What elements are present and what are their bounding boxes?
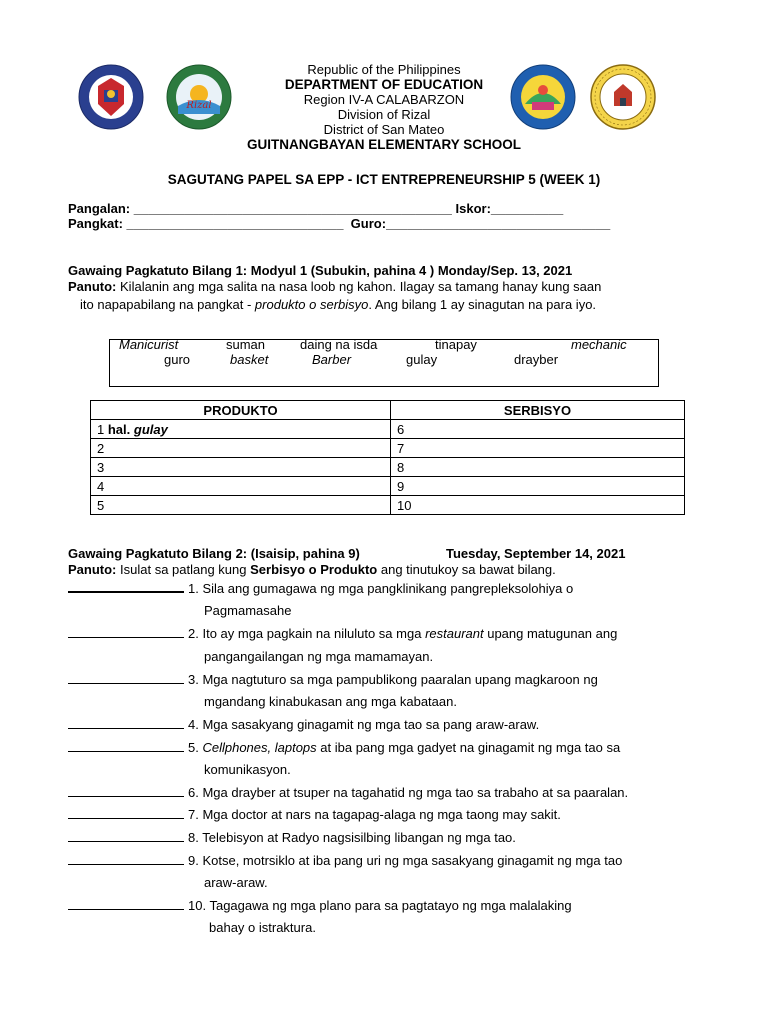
question-continuation: bahay o istraktura. [209, 920, 316, 935]
word-item: gulay [406, 352, 438, 367]
answer-blank[interactable] [68, 715, 184, 729]
produkto-cell[interactable]: 3 [91, 458, 391, 477]
word-box [109, 339, 659, 387]
activity2-panuto [68, 562, 556, 577]
answer-blank[interactable] [68, 828, 184, 842]
panuto-text: ito napapabilang na pangkat - [80, 297, 255, 312]
iskor-label: Iskor: [455, 201, 491, 216]
word-item: suman [226, 337, 266, 352]
question-item: 6. Mga drayber at tsuper na tagahatid ng mga tao sa trabaho at sa paaralan. [68, 781, 628, 804]
pangalan-label: Pangalan: [68, 201, 131, 216]
school-name: GUITNANGBAYAN ELEMENTARY SCHOOL [246, 137, 522, 152]
answer-blank[interactable] [68, 783, 184, 797]
panuto-emphasis: Serbisyo o Produkto [250, 562, 378, 577]
sheet-title: SAGUTANG PAPEL SA EPP - ICT ENTREPRENEURSHIP 5 (WEEK 1) [167, 172, 601, 187]
guro-label: Guro: [350, 216, 387, 231]
pangkat-row[interactable] [68, 216, 610, 231]
word-item: mechanic [571, 337, 627, 352]
activity2-date: Tuesday, September 14, 2021 [446, 546, 626, 561]
region-line: Region IV-A CALABARZON [303, 92, 465, 107]
table-row [91, 439, 685, 458]
panuto-emphasis: produkto o serbisyo [254, 297, 369, 312]
division-line: Division of Rizal [337, 107, 431, 122]
word-item: daing na isda [300, 337, 378, 352]
deped-seal-logo [78, 64, 144, 130]
activity1-title: Gawaing Pagkatuto Bilang 1: Modyul 1 (Subukin, pahina 4 ) Monday/Sep. 13, 2021 [68, 263, 573, 278]
school-seal-logo [590, 64, 656, 130]
answer-blank[interactable] [68, 851, 184, 865]
answer-blank[interactable] [68, 738, 184, 752]
question-item: 9. Kotse, motrsiklo at iba pang uri ng mga sasakyang ginagamit ng mga tao [68, 849, 622, 872]
pangalan-row[interactable] [68, 201, 563, 216]
activity2-title: Gawaing Pagkatuto Bilang 2: (Isaisip, pahina 9) [68, 546, 360, 561]
word-item: Manicurist [119, 337, 179, 352]
panuto-text: Isulat sa patlang kung [120, 562, 251, 577]
answer-blank[interactable] [68, 624, 184, 638]
answer-blank[interactable] [68, 805, 184, 819]
produkto-cell[interactable]: 4 [91, 477, 391, 496]
table-row [91, 477, 685, 496]
table-row [91, 420, 685, 439]
word-item: tinapay [435, 337, 477, 352]
column-header-produkto: PRODUKTO [91, 401, 391, 420]
question-item: 2. Ito ay mga pagkain na niluluto sa mga restaurant upang matugunan ang [68, 622, 617, 645]
letterhead [200, 62, 568, 137]
answer-blank[interactable] [68, 670, 184, 684]
table-row [91, 496, 685, 515]
pangkat-label: Pangkat: [68, 216, 123, 231]
answer-blank[interactable] [68, 896, 184, 910]
question-item: 10. Tagagawa ng mga plano para sa pagtatayo ng mga malalaking [68, 894, 572, 917]
pangalan-line[interactable]: ____________________________________________ [133, 201, 452, 216]
guro-line[interactable]: _______________________________ [386, 216, 611, 231]
serbisyo-cell[interactable]: 10 [391, 496, 685, 515]
produkto-cell[interactable]: 1 hal. gulay [91, 420, 391, 439]
question-continuation: komunikasyon. [204, 762, 291, 777]
question-continuation: araw-araw. [204, 875, 268, 890]
word-item: basket [230, 352, 269, 367]
activity1-panuto-cont [80, 297, 596, 312]
panuto-label: Panuto: [68, 562, 117, 577]
serbisyo-cell[interactable]: 8 [391, 458, 685, 477]
panuto-text: ang tinutukoy sa bawat bilang. [377, 562, 556, 577]
iskor-line[interactable]: __________ [490, 201, 564, 216]
word-item: guro [164, 352, 191, 367]
question-item: 1. Sila ang gumagawa ng mga pangklinikang pangrepleksolohiya o [68, 577, 573, 600]
question-item: 4. Mga sasakyang ginagamit ng mga tao sa pang araw-araw. [68, 713, 539, 736]
question-continuation: mgandang kinabukasan ang mga kabataan. [204, 694, 457, 709]
panuto-text: . Ang bilang 1 ay sinagutan na para iyo. [368, 297, 597, 312]
department-line: DEPARTMENT OF EDUCATION [284, 77, 484, 92]
question-item: 7. Mga doctor at nars na tagapag-alaga ng mga taong may sakit. [68, 803, 561, 826]
pangkat-line[interactable]: ______________________________ [126, 216, 344, 231]
produkto-cell[interactable]: 5 [91, 496, 391, 515]
svg-text:Rizal: Rizal [186, 100, 212, 111]
produkto-serbisyo-table [90, 400, 685, 515]
column-header-serbisyo: SERBISYO [391, 401, 685, 420]
activity1-panuto [68, 279, 601, 294]
panuto-label: Panuto: [68, 279, 117, 294]
word-item: drayber [514, 352, 559, 367]
serbisyo-cell[interactable]: 6 [391, 420, 685, 439]
question-continuation: Pagmamasahe [204, 603, 292, 618]
district-line: District of San Mateo [323, 122, 445, 137]
question-continuation: pangangailangan ng mga mamamayan. [204, 649, 434, 664]
produkto-cell[interactable]: 2 [91, 439, 391, 458]
question-item: 5. Cellphones, laptops at iba pang mga gadyet na ginagamit ng mga tao sa [68, 736, 620, 759]
word-item: Barber [312, 352, 352, 367]
table-header-row [91, 401, 685, 420]
panuto-text: Kilalanin ang mga salita na nasa loob ng kahon. Ilagay sa tamang hanay kung saan [120, 279, 602, 294]
republic-line: Republic of the Philippines [307, 62, 461, 77]
answer-blank[interactable] [68, 579, 184, 593]
question-item: 8. Telebisyon at Radyo nagsisilbing libangan ng mga tao. [68, 826, 516, 849]
question-item: 3. Mga nagtuturo sa mga pampublikong paaralan upang magkaroon ng [68, 668, 598, 691]
serbisyo-cell[interactable]: 9 [391, 477, 685, 496]
table-row [91, 458, 685, 477]
serbisyo-cell[interactable]: 7 [391, 439, 685, 458]
